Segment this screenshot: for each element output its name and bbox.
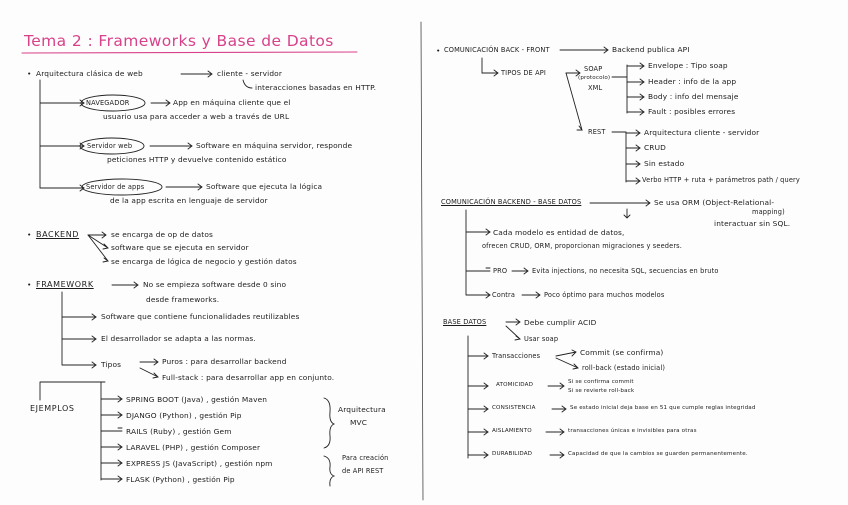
rest-label: REST <box>588 128 606 136</box>
tipos-api-label: TIPOS DE API <box>501 69 546 77</box>
orm-text-1: Se usa ORM (Object-Relational- <box>654 198 775 207</box>
cada-modelo-1: Cada modelo es entidad de datos, <box>493 228 625 237</box>
framework-item-3: Software que contiene funcionalidades reutilizables <box>101 312 300 321</box>
arquitectura-heading: Arquitectura clásica de web <box>36 69 143 78</box>
navegador-label: NAVEGADOR <box>86 99 130 107</box>
rest-item-4: Verbo HTTP + ruta + parámetros path / query <box>642 176 800 184</box>
navegador-desc-2: usuario usa para acceder a web a través de URL <box>103 112 290 121</box>
servidor-apps-desc-2: de la app escrita en lenguaje de servidor <box>110 196 268 205</box>
commit-text: Commit (se confirma) <box>580 348 664 357</box>
soap-protocol: (protocolo) <box>578 75 611 81</box>
rest-item-1: Arquitectura cliente - servidor <box>644 128 760 137</box>
rest-item-2: CRUD <box>644 143 666 152</box>
api-note-2: de API REST <box>342 467 384 475</box>
orm-text-3: interactuar sin SQL. <box>714 219 791 228</box>
pro-text: Evita injections, no necesita SQL, secuencias en bruto <box>532 267 719 275</box>
durabilidad-text: Capacidad de que la cambios se guarden permanentemente. <box>568 451 748 457</box>
atomicidad-1: Si se confirma commit <box>568 379 634 385</box>
example-item: EXPRESS JS (JavaScript) , gestión npm <box>126 459 273 468</box>
tipos-fullstack: Full-stack : para desarrollar app en conjunto. <box>162 373 335 382</box>
contra-text: Poco óptimo para muchos modelos <box>544 291 665 299</box>
framework-item-1: No se empieza software desde 0 sino <box>143 280 287 289</box>
xml-label: XML <box>588 84 603 92</box>
durabilidad-label: DURABILIDAD <box>492 451 533 457</box>
aislamiento-text: transacciones únicas e invisibles para otras <box>568 428 697 434</box>
servidor-apps-label: Servidor de apps <box>86 183 145 191</box>
framework-heading: FRAMEWORK <box>36 280 94 289</box>
servidor-web-desc-2: peticiones HTTP y devuelve contenido estático <box>107 155 287 164</box>
framework-item-2: desde frameworks. <box>146 295 220 304</box>
atomicidad-label: ATOMICIDAD <box>496 382 534 388</box>
acid-text: Debe cumplir ACID <box>524 318 597 327</box>
backend-item-1: se encarga de op de datos <box>111 230 214 239</box>
example-item: DJANGO (Python) , gestión Pip <box>126 411 242 420</box>
framework-item-4: El desarrollador se adapta a las normas. <box>101 334 256 343</box>
backend-item-3: se encarga de lógica de negocio y gestión datos <box>111 257 297 266</box>
contra-label: Contra <box>492 291 516 299</box>
bullet-icon: • <box>436 46 441 55</box>
servidor-apps-desc-1: Software que ejecuta la lógica <box>206 182 323 191</box>
navegador-desc-1: App en máquina cliente que el <box>173 98 291 107</box>
cada-modelo-2: ofrecen CRUD, ORM, proporcionan migraciones y seeders. <box>482 242 683 250</box>
soap-label: SOAP <box>584 65 603 73</box>
arquitectura-http: interacciones basadas en HTTP. <box>255 83 377 92</box>
bullet-icon: • <box>27 69 32 78</box>
pro-label: PRO <box>493 267 508 275</box>
rollback-text: roll-back (estado inicial) <box>582 364 666 372</box>
usar-soap-text: Usar soap <box>524 335 559 343</box>
bullet-icon: • <box>27 230 32 239</box>
transacciones-label: Transacciones <box>492 352 541 360</box>
rest-item-3: Sin estado <box>644 159 685 168</box>
api-note-1: Para creación <box>342 454 389 462</box>
tipos-label: Tipos <box>101 360 122 369</box>
soap-fault: Fault : posibles errores <box>648 107 736 116</box>
bullet-icon: • <box>27 280 32 289</box>
ejemplos-heading: EJEMPLOS <box>30 404 75 413</box>
example-item: FLASK (Python) , gestión Pip <box>126 475 235 484</box>
servidor-web-label: Servidor web <box>87 142 133 150</box>
backend-heading: BACKEND <box>36 230 80 239</box>
base-datos-heading: BASE DATOS <box>443 318 487 326</box>
soap-header: Header : info de la app <box>648 77 737 86</box>
page-title: Tema 2 : Frameworks y Base de Datos <box>24 32 334 50</box>
aislamiento-label: AISLAMIENTO <box>492 428 532 434</box>
consistencia-text: Se estado inicial deja base en 51 que cumple reglas integridad <box>570 405 756 411</box>
mvc-note-2: MVC <box>350 418 368 427</box>
com-back-front-heading: COMUNICACIÓN BACK - FRONT <box>444 46 550 54</box>
mvc-note-1: Arquitectura <box>338 405 386 414</box>
com-backend-bd-heading: COMUNICACIÓN BACKEND - BASE DATOS <box>441 198 582 206</box>
orm-text-2: mapping) <box>752 208 785 216</box>
example-item: SPRING BOOT (Java) , gestión Maven <box>126 395 268 404</box>
soap-envelope: Envelope : Tipo soap <box>648 61 728 70</box>
consistencia-label: CONSISTENCIA <box>492 405 536 411</box>
servidor-web-desc-1: Software en máquina servidor, responde <box>196 141 353 150</box>
example-item: RAILS (Ruby) , gestión Gem <box>126 427 232 436</box>
backend-publica-api: Backend publica API <box>612 45 690 54</box>
arquitectura-cliente-servidor: cliente - servidor <box>217 69 283 78</box>
example-item: LARAVEL (PHP) , gestión Composer <box>126 443 261 452</box>
soap-body: Body : info del mensaje <box>648 92 739 101</box>
atomicidad-2: Si se revierte roll-back <box>568 388 635 394</box>
tipos-puros: Puros : para desarrollar backend <box>162 357 287 366</box>
backend-item-2: software que se ejecuta en servidor <box>111 243 249 252</box>
